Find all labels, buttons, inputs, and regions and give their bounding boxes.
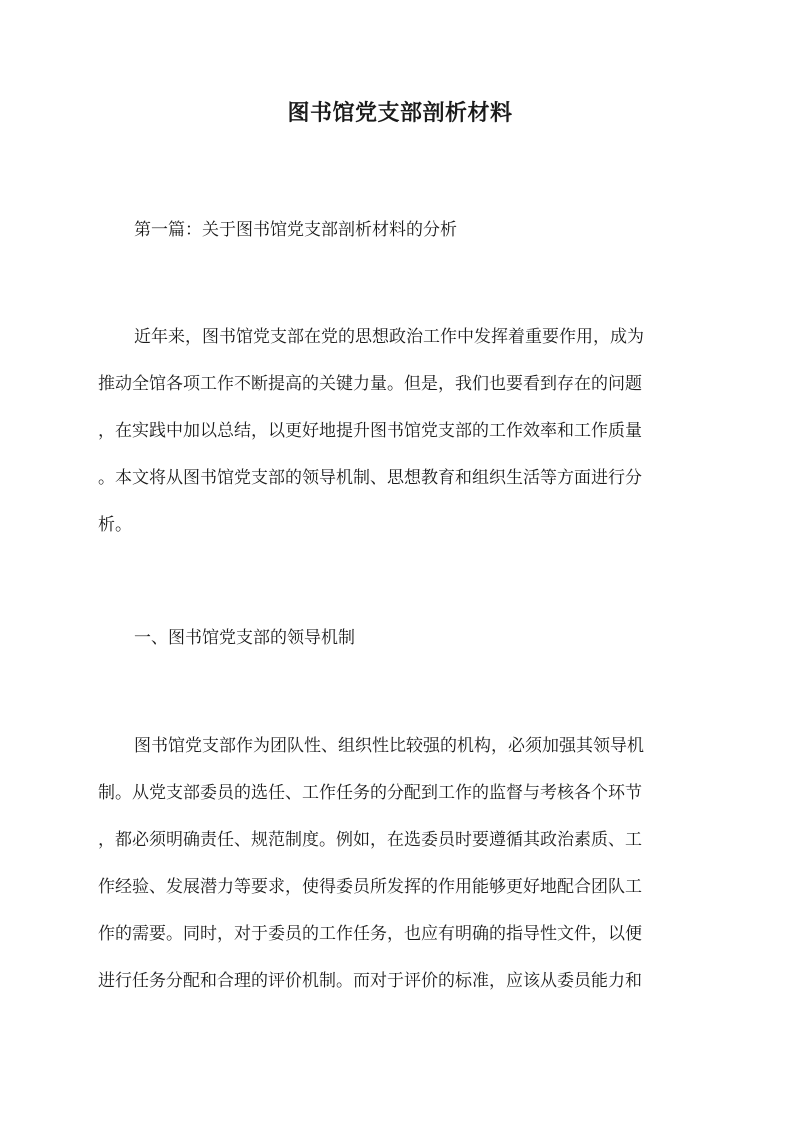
paragraph-line: 推动全馆各项工作不断提高的关键力量。但是，我们也要看到存在的问题	[98, 374, 642, 394]
paragraph-line: ，都必须明确责任、规范制度。例如，在选委员时要遵循其政治素质、工	[98, 830, 642, 850]
paragraph-line: 进行任务分配和合理的评价机制。而对于评价的标准，应该从委员能力和	[98, 971, 642, 991]
paragraph-line: 析。	[98, 515, 132, 535]
paragraph-line: 制。从党支部委员的选任、工作任务的分配到工作的监督与考核各个环节	[98, 783, 642, 803]
subsection-heading-leadership: 一、图书馆党支部的领导机制	[134, 628, 355, 648]
paragraph-line: 作的需要。同时，对于委员的工作任务，也应有明确的指导性文件，以便	[98, 924, 642, 944]
section-heading-part-one: 第一篇：关于图书馆党支部剖析材料的分析	[134, 220, 457, 240]
paragraph-line: ，在实践中加以总结，以更好地提升图书馆党支部的工作效率和工作质量	[98, 421, 642, 441]
paragraph-line: 近年来，图书馆党支部在党的思想政治工作中发挥着重要作用，成为	[134, 327, 644, 347]
paragraph-line: 。本文将从图书馆党支部的领导机制、思想教育和组织生活等方面进行分	[98, 468, 642, 488]
paragraph-line: 作经验、发展潜力等要求，使得委员所发挥的作用能够更好地配合团队工	[98, 877, 642, 897]
paragraph-line: 图书馆党支部作为团队性、组织性比较强的机构，必须加强其领导机	[134, 736, 644, 756]
document-title: 图书馆党支部剖析材料	[287, 100, 513, 126]
